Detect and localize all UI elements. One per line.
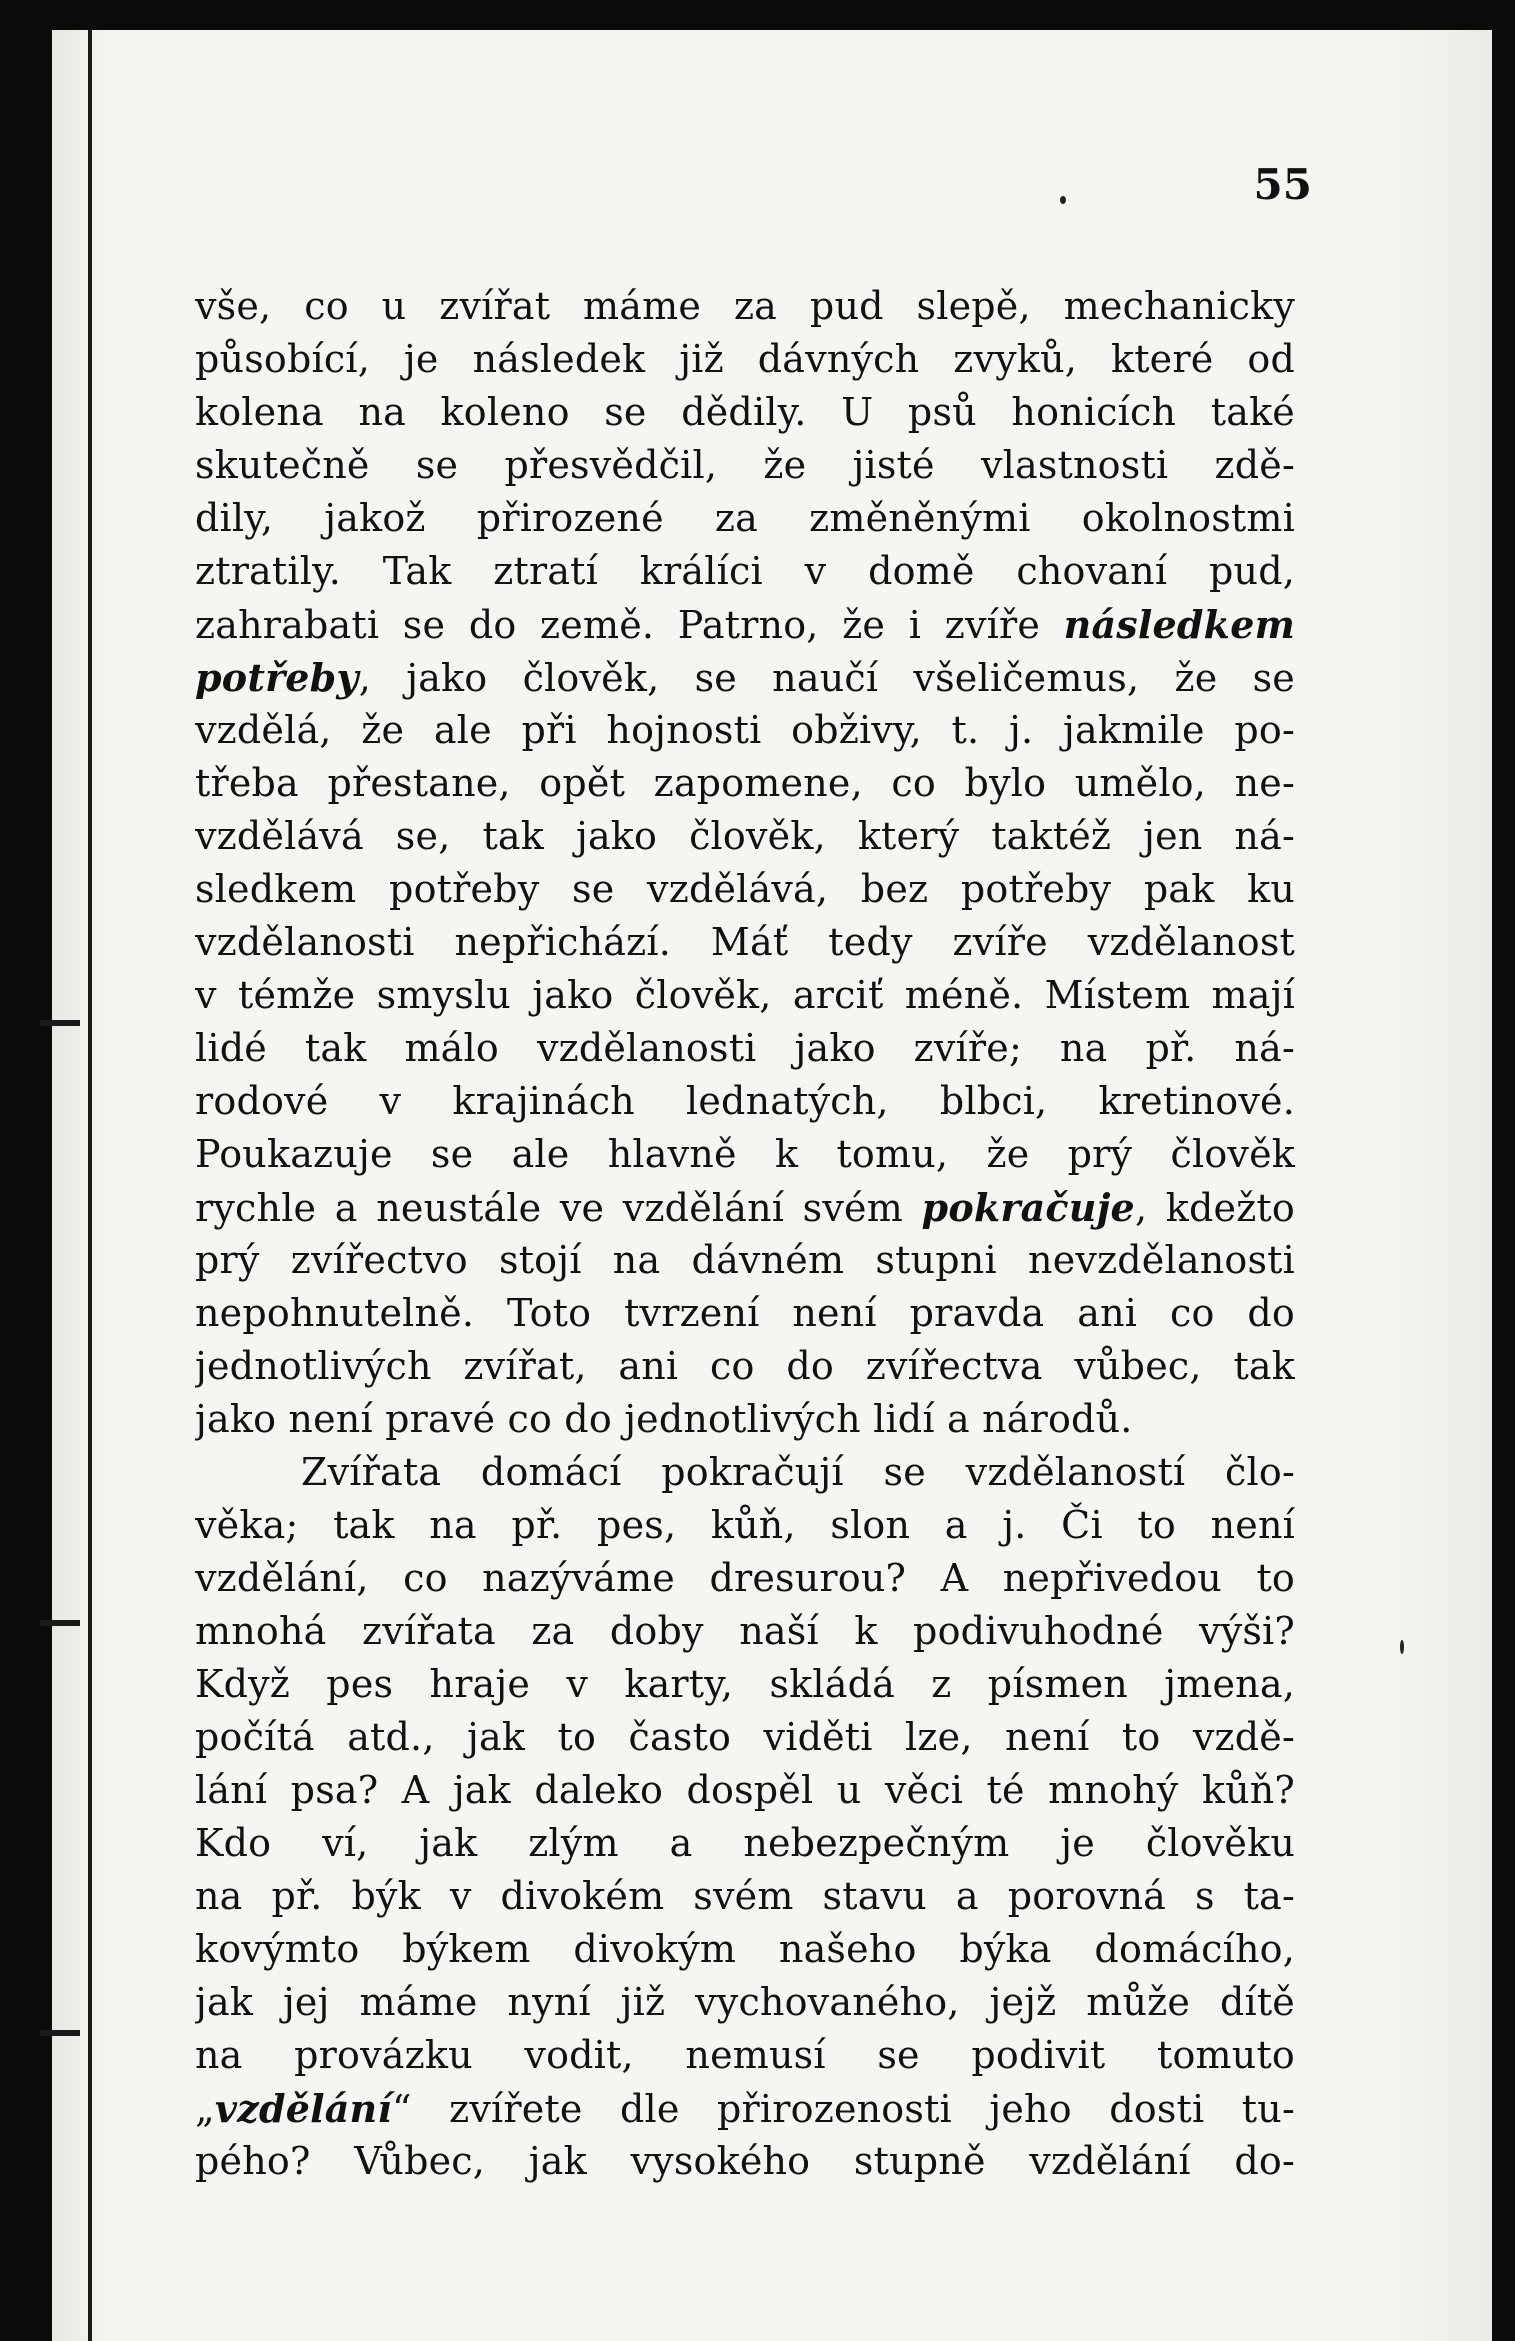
text-run: vzdělanosti nepřichází. Máť tedy zvíře vzdělanost xyxy=(195,920,1295,964)
text-run: , kdežto xyxy=(1134,1186,1295,1230)
text-run: skutečně se přesvědčil, že jisté vlastnosti zdě- xyxy=(195,443,1295,487)
text-run: “ zvířete dle přirozenosti jeho dosti tu- xyxy=(392,2087,1295,2131)
text-line xyxy=(195,1658,1295,1711)
text-run: počítá atd., jak to často viděti lze, není to vzdě- xyxy=(195,1715,1295,1759)
text-run: , jako člověk, se naučí všeličemus, že se xyxy=(358,656,1295,700)
text-run: věka; tak na př. pes, kůň, slon a j. Či to není xyxy=(195,1503,1295,1547)
text-run: mnohá zvířata za doby naší k podivuhodné výši? xyxy=(195,1609,1295,1653)
text-line xyxy=(195,1499,1295,1552)
text-run: lidé tak málo vzdělanosti jako zvíře; na př. ná- xyxy=(195,1026,1295,1070)
text-line xyxy=(195,1393,1295,1446)
emphasized-text: vzdělání xyxy=(214,2086,393,2131)
text-run: na provázku vodit, nemusí se podivit tomuto xyxy=(195,2033,1295,2077)
gutter-mark xyxy=(40,1020,80,1026)
text-line xyxy=(195,333,1295,386)
text-run: Kdo ví, jak zlým a nebezpečným je člověku xyxy=(195,1821,1295,1865)
text-run: prý zvířectvo stojí na dávném stupni nevzdělanosti xyxy=(195,1238,1295,1282)
text-run: sledkem potřeby se vzdělává, bez potřeby pak ku xyxy=(195,867,1295,911)
text-line xyxy=(195,1128,1295,1181)
text-run: jednotlivých zvířat, ani co do zvířectva vůbec, tak xyxy=(195,1344,1295,1388)
text-run: v témže smyslu jako člověk, arciť méně. Místem mají xyxy=(195,973,1295,1017)
text-run: kovýmto býkem divokým našeho býka domácího, xyxy=(195,1927,1295,1971)
text-line xyxy=(195,386,1295,439)
text-run: kolena na koleno se dědily. U psů honicích také xyxy=(195,390,1295,434)
text-run: dily, jakož přirozené za změněnými okolnostmi xyxy=(195,496,1295,540)
text-run: vše, co u zvířat máme za pud slepě, mechanicky xyxy=(195,284,1295,328)
text-line xyxy=(195,545,1295,598)
text-line xyxy=(195,492,1295,545)
text-line xyxy=(195,1605,1295,1658)
text-run: Zvířata domácí pokračují se vzdělaností člo- xyxy=(301,1450,1295,1494)
text-line xyxy=(195,2135,1295,2188)
emphasized-text: potřeby xyxy=(195,655,359,700)
text-line xyxy=(195,651,1295,704)
text-line xyxy=(195,1923,1295,1976)
text-line xyxy=(195,598,1295,651)
text-line xyxy=(195,2029,1295,2082)
text-run: rychle a neustále ve vzdělání svém xyxy=(195,1186,922,1230)
text-line xyxy=(195,1181,1295,1234)
emphasized-text: pokračuje xyxy=(921,1185,1135,1230)
scan-edge xyxy=(1492,0,1515,2341)
text-run: Když pes hraje v karty, skládá z písmen jmena, xyxy=(195,1662,1295,1706)
gutter-mark xyxy=(40,2030,80,2036)
text-run: nepohnutelně. Toto tvrzení není pravda ani co do xyxy=(195,1291,1295,1335)
text-run: třeba přestane, opět zapomene, co bylo umělo, ne- xyxy=(195,761,1295,805)
text-line xyxy=(195,1552,1295,1605)
text-line xyxy=(195,1711,1295,1764)
text-line xyxy=(195,863,1295,916)
text-run: Poukazuje se ale hlavně k tomu, že prý člověk xyxy=(195,1132,1295,1176)
text-line xyxy=(195,2082,1295,2135)
text-line xyxy=(195,704,1295,757)
text-line xyxy=(195,280,1295,333)
text-line xyxy=(195,916,1295,969)
text-run: vzdělání, co nazýváme dresurou? A nepřivedou to xyxy=(195,1556,1295,1600)
text-run: vzdělává se, tak jako člověk, který taktéž jen ná- xyxy=(195,814,1295,858)
page-number: 55 xyxy=(1253,160,1312,209)
text-run: zahrabati se do země. Patrno, že i zvíře xyxy=(195,603,1064,647)
text-line xyxy=(195,1817,1295,1870)
text-run: ztratily. Tak ztratí králíci v domě chovaní pud, xyxy=(195,549,1295,593)
text-run: působící, je následek již dávných zvyků, které od xyxy=(195,337,1295,381)
body-text xyxy=(195,280,1295,2188)
text-run: na př. býk v divokém svém stavu a porovná s ta- xyxy=(195,1874,1295,1918)
text-line xyxy=(195,1870,1295,1923)
emphasized-text: následkem xyxy=(1063,602,1295,647)
ink-speck xyxy=(1400,1640,1404,1654)
text-line xyxy=(195,969,1295,1022)
text-run: rodové v krajinách lednatých, blbci, kretinové. xyxy=(195,1079,1295,1123)
text-line xyxy=(195,1234,1295,1287)
text-line xyxy=(195,1022,1295,1075)
text-line xyxy=(195,757,1295,810)
text-run: „ xyxy=(195,2087,215,2131)
text-run: vzdělá, že ale při hojnosti obživy, t. j. jakmile po- xyxy=(195,708,1295,752)
text-run: lání psa? A jak daleko dospěl u věci té mnohý kůň? xyxy=(195,1768,1295,1812)
text-line xyxy=(195,439,1295,492)
text-line xyxy=(195,1764,1295,1817)
text-line xyxy=(195,1287,1295,1340)
binding-gutter xyxy=(88,30,92,2341)
ink-speck xyxy=(1060,196,1066,204)
text-line xyxy=(195,810,1295,863)
text-line xyxy=(195,1976,1295,2029)
text-run: pého? Vůbec, jak vysokého stupně vzdělání do- xyxy=(195,2139,1295,2183)
text-line xyxy=(195,1075,1295,1128)
text-run: jak jej máme nyní již vychovaného, jejž může dítě xyxy=(195,1980,1295,2024)
text-run: jako není pravé co do jednotlivých lidí a národů. xyxy=(195,1397,1133,1441)
gutter-mark xyxy=(40,1620,80,1626)
text-line xyxy=(195,1340,1295,1393)
text-line xyxy=(195,1446,1295,1499)
